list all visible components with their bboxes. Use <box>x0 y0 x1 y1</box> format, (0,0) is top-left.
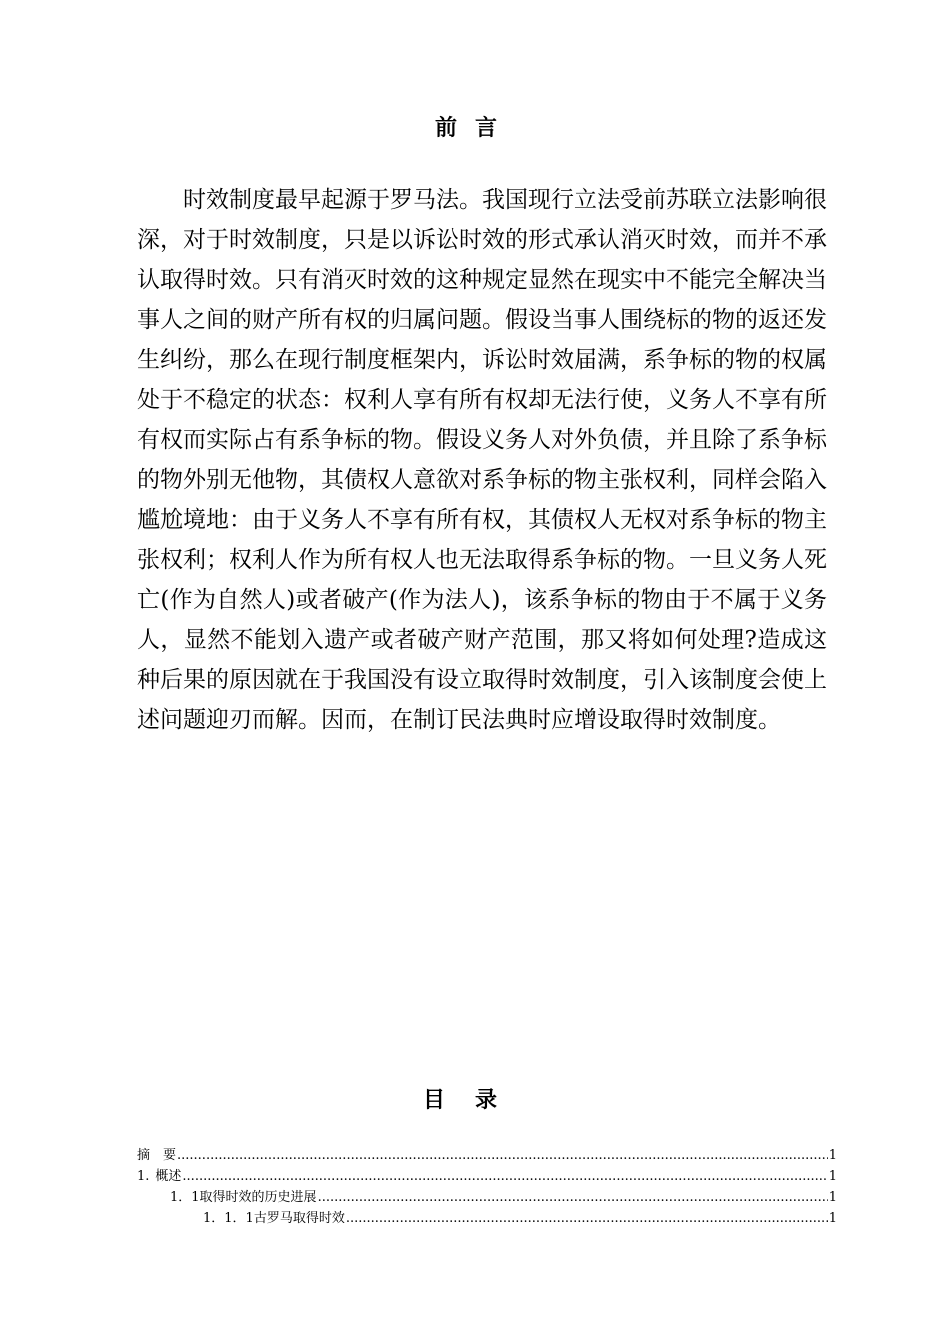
toc-entry-label: 概述 <box>155 1169 182 1184</box>
preface-title: 前言 <box>434 115 515 141</box>
toc-dot-leader <box>182 1166 827 1187</box>
toc-entry-label: 摘 要 <box>137 1148 177 1163</box>
toc-dot-leader <box>318 1187 828 1208</box>
preface-paragraph: 时效制度最早起源于罗马法。我国现行立法受前苏联立法影响很深，对于时效制度，只是以诉讼时效的形式承认消灭时效，而并不承认取得时效。只有消灭时效的这种规定显然在现实中不能完全解决当事人之间的财产所有权的归属问题。假设当事人围绕标的物的返还发生纠纷，那么在现行制度框架内，诉讼时效届满，系争标的物的权属处于不稳定的状态：权利人享有所有权却无法行使，义务人不享有所有权而实际占有系争标的物。假设义务人对外负债，并且除了系争标的物外别无他物，其债权人意欲对系争标的物主张权利，同样会陷入尴尬境地：由于义务人不享有所有权，其债权人无权对系争标的物主张权利；权利人作为所有权人也无法取得系争标的物。一旦义务人死亡(作为自然人)或者破产(作为法人)，该系争标的物由于不属于义务人，显然不能划入遗产或者破产财产范围，那又将如何处理?造成这种后果的原因就在于我国没有设立取得时效制度，引入该制度会使上述问题迎刃而解。因而，在制订民法典时应增设取得时效制度。 <box>137 187 827 733</box>
toc-dot-leader <box>346 1208 828 1229</box>
toc-dot-leader <box>177 1145 828 1166</box>
toc-entry-overview[interactable] <box>137 1166 837 1187</box>
toc-entry-abstract[interactable] <box>137 1145 837 1166</box>
toc-entry-number: 1．1．1 <box>203 1211 254 1226</box>
toc-entry-page: 1 <box>828 1190 837 1205</box>
toc-entry-number: 1. <box>137 1169 150 1184</box>
toc-entry-label: 取得时效的历史进展 <box>199 1190 317 1205</box>
toc-title: 目录 <box>422 1087 527 1113</box>
toc-entry-label: 古罗马取得时效 <box>253 1211 345 1226</box>
toc-entry-page: 1 <box>828 1211 837 1226</box>
toc-entry-page: 1 <box>828 1169 837 1184</box>
toc-entry-history[interactable] <box>137 1187 837 1208</box>
toc-entry-roman[interactable] <box>137 1208 837 1229</box>
toc-entry-number: 1．1 <box>170 1190 200 1205</box>
toc-entry-page: 1 <box>828 1148 837 1163</box>
table-of-contents <box>137 1145 837 1229</box>
